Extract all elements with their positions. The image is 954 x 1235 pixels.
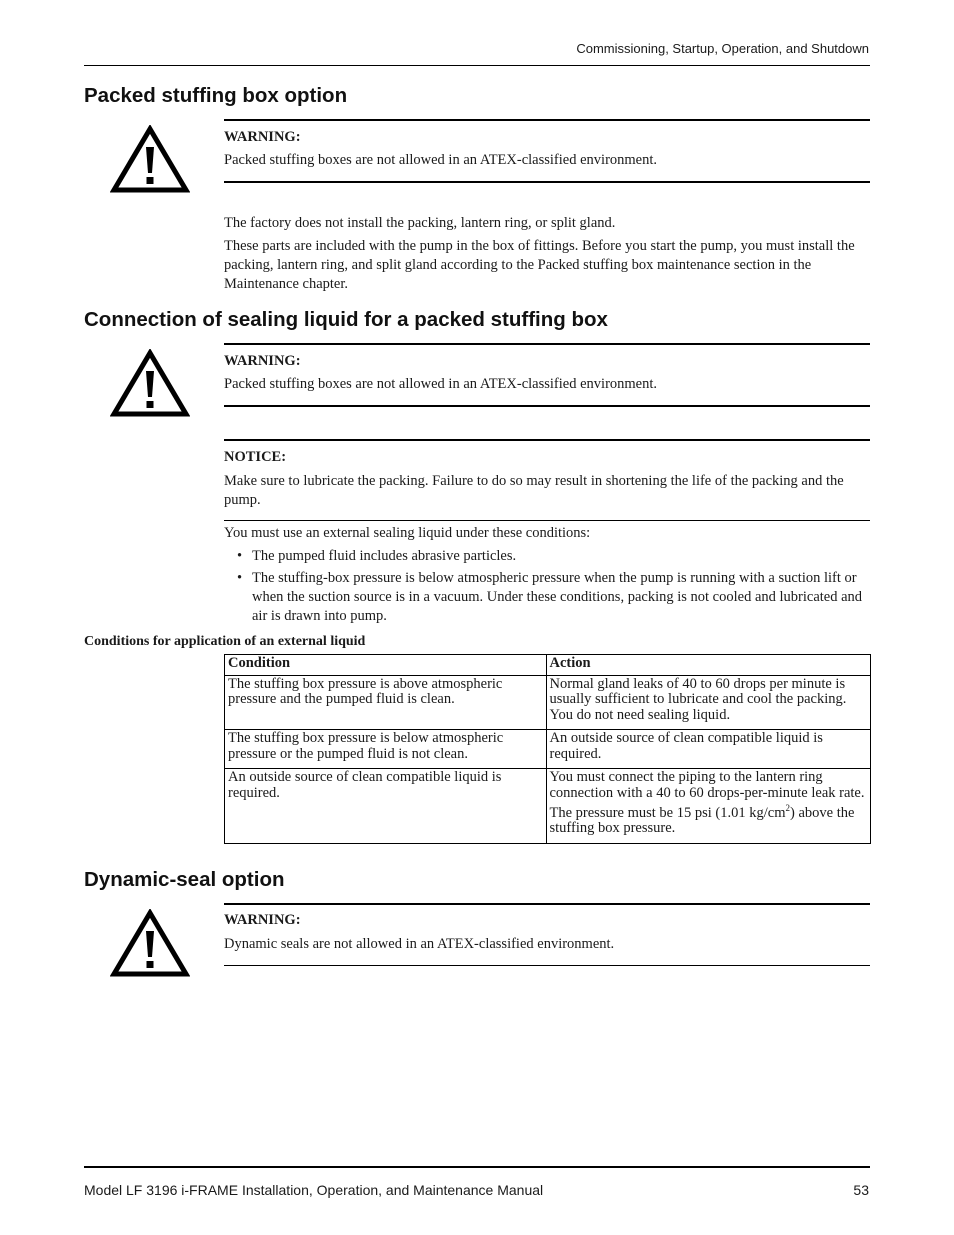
warning-triangle-icon	[110, 125, 190, 193]
warning-triangle-icon	[110, 909, 190, 977]
column-header: Action	[546, 655, 871, 676]
warning-triangle-icon	[110, 349, 190, 417]
table-cell-text: ) above the stuffing box pressure.	[549, 804, 855, 837]
warning-text: Packed stuffing boxes are not allowed in an ATEX-classified environment.	[224, 376, 658, 392]
table-row	[225, 769, 871, 844]
warning-bottom-rule	[224, 181, 870, 183]
paragraph: You must use an external sealing liquid under these conditions:	[224, 525, 591, 541]
list-item: • The pumped fluid includes abrasive particles.	[224, 547, 870, 566]
footer-manual-title: Model LF 3196 i-FRAME Installation, Operation, and Maintenance Manual	[84, 1182, 544, 1198]
paragraph: These parts are included with the pump in the box of fittings. Before you start the pump, you must install the packing, lantern ring, and split gland according to the Packed stuffing box maintenance section in the Maintenance chapter.	[224, 238, 855, 292]
conditions-table	[224, 654, 871, 844]
warning-text: Dynamic seals are not allowed in an ATEX-classified environment.	[224, 936, 615, 952]
table-caption: Conditions for application of an external liquid	[84, 634, 366, 649]
running-header: Commissioning, Startup, Operation, and Shutdown	[576, 41, 869, 56]
table-cell-text: You must connect the piping to the lantern ring connection with a 40 to 60 drops-per-minute leak rate. The pressure must be 15 psi (1.01 kg/cm	[549, 769, 865, 821]
warning-top-rule	[224, 343, 870, 345]
warning-bottom-rule	[224, 965, 870, 966]
table-cell: An outside source of clean compatible liquid is required.	[225, 769, 547, 844]
section-heading-sealing-liquid: Connection of sealing liquid for a packed stuffing box	[84, 308, 608, 331]
warning-label: WARNING:	[224, 129, 301, 145]
column-header: Condition	[225, 655, 547, 676]
warning-top-rule	[224, 903, 870, 905]
table-cell	[546, 769, 871, 844]
table-cell: The stuffing box pressure is above atmospheric pressure and the pumped fluid is clean.	[225, 675, 547, 730]
table-cell: The stuffing box pressure is below atmospheric pressure or the pumped fluid is not clean.	[225, 730, 547, 769]
warning-bottom-rule	[224, 405, 870, 407]
table-cell: An outside source of clean compatible liquid is required.	[546, 730, 871, 769]
table-row	[225, 730, 871, 769]
warning-label: WARNING:	[224, 353, 301, 369]
page-number: 53	[853, 1182, 869, 1198]
table-cell: Normal gland leaks of 40 to 60 drops per minute is usually sufficient to lubricate and cool the packing. You do not need sealing liquid.	[546, 675, 871, 730]
notice-bottom-rule	[224, 520, 870, 521]
warning-text: Packed stuffing boxes are not allowed in an ATEX-classified environment.	[224, 152, 658, 168]
notice-label: NOTICE:	[224, 449, 287, 465]
list-item: • The stuffing-box pressure is below atmospheric pressure when the pump is running with a suction lift or when the suction source is in a vacuum. Under these conditions, packing is not cooled and lubricated and air is drawn into pump.	[224, 569, 870, 626]
section-heading-packed-stuffing-box: Packed stuffing box option	[84, 84, 348, 107]
notice-top-rule	[224, 439, 870, 441]
table-header-row	[225, 655, 871, 676]
superscript: 2	[785, 803, 790, 813]
footer-rule	[84, 1166, 870, 1168]
table-row	[225, 675, 871, 730]
warning-top-rule	[224, 119, 870, 121]
section-heading-dynamic-seal: Dynamic-seal option	[84, 868, 285, 891]
notice-text: Make sure to lubricate the packing. Failure to do so may result in shortening the life of the packing and the pump.	[224, 473, 844, 508]
paragraph: The factory does not install the packing, lantern ring, or split gland.	[224, 215, 616, 231]
bullet-list	[224, 547, 870, 629]
warning-label: WARNING:	[224, 912, 301, 928]
header-rule	[84, 65, 870, 66]
